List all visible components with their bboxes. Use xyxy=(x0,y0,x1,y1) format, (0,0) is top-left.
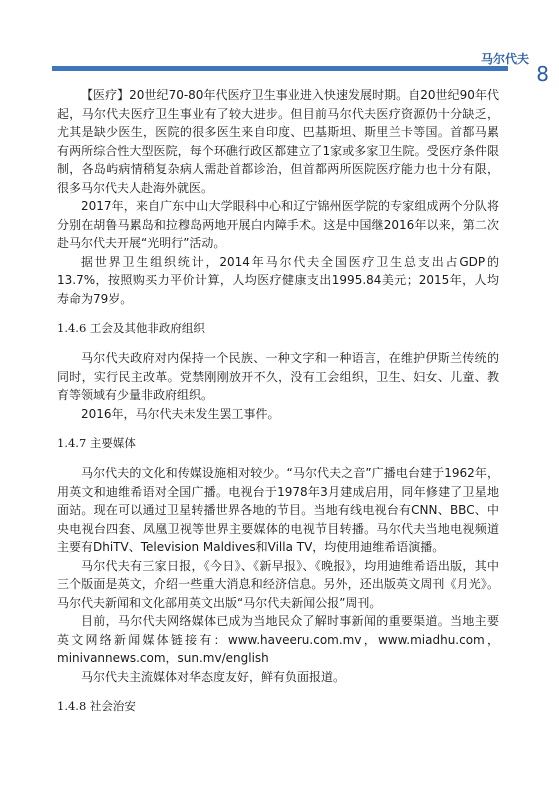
paragraph-broadcast: 马尔代夫的文化和传媒设施相对较少。“马尔代夫之音”广播电台建于1962年，用英文和迪维希语对全国广播。电视台于1978年3月建成启用，同年修建了卫星地面站。现在可以通过卫星转播世界各地的节目。当地有线电视台有CNN、BBC、中央电视台四套、凤凰卫视等世界主要媒体的电视节目转播。马尔代夫当地电视频道主要有DhiTV、Television Maldives和Villa TV，均使用迪维希语演播。 xyxy=(57,466,499,554)
paragraph-online-media: 目前，马尔代夫网络媒体已成为当地民众了解时事新闻的重要渠道。当地主要英文网络新闻媒体链接有：www.haveeru.com.mv，www.miadhu.com，minivannews.com，sun.mv/english xyxy=(57,614,499,665)
paragraph-ngo: 马尔代夫政府对内保持一个民族、一种文字和一种语言，在维护伊斯兰传统的同时，实行民主改革。党禁刚刚放开不久，没有工会组织，卫生、妇女、儿童、教育等领域有少量非政府组织。 xyxy=(57,351,499,402)
paragraph-medical-intro: 【医疗】20世纪70-80年代医疗卫生事业进入快速发展时期。自20世纪90年代起，马尔代夫医疗卫生事业有了较大进步。但目前马尔代夫医疗资源仍十分缺乏，尤其是缺少医生，医院的很多医生来自印度、巴基斯坦、斯里兰卡等国。首都马累有两所综合性大型医院，每个环礁行政区都建立了1家或多家卫生院。受医疗条件限制，各岛屿病情稍复杂病人需赴首都诊治，但首都两所医院医疗能力也十分有限，很多马尔代夫人赴海外就医。 xyxy=(57,88,499,195)
paragraph-media-attitude: 马尔代夫主流媒体对华态度友好，鲜有负面报道。 xyxy=(81,669,346,684)
paragraph-health-stats: 据世界卫生组织统计，2014年马尔代夫全国医疗卫生总支出占GDP的13.7%，按照购买力平价计算，人均医疗健康支出1995.84美元；2015年，人均寿命为79岁。 xyxy=(57,254,499,306)
section-heading-ngo: 1.4.6 工会及其他非政府组织 xyxy=(57,321,205,335)
section-heading-security: 1.4.8 社会治安 xyxy=(57,699,136,713)
section-heading-media: 1.4.7 主要媒体 xyxy=(57,436,136,450)
paragraph-cataract-mission: 2017年，来自广东中山大学眼科中心和辽宁锦州医学院的专家组成两个分队将分别在胡鲁马累岛和拉穆岛两地开展白内障手术。这是中国继2016年以来，第二次赴马尔代夫开展“光明行”活动。 xyxy=(57,199,499,250)
paragraph-newspapers: 马尔代夫有三家日报，《今日》、《新早报》、《晚报》，均用迪维希语出版，其中三个版面是英文，介绍一些重大消息和经济信息。另外，还出版英文周刊《月光》。马尔代夫新闻和文化部用英文出版“马尔代夫新闻公报”周刊。 xyxy=(57,558,499,610)
paragraph-strikes: 2016年，马尔代夫未发生罢工事件。 xyxy=(81,406,280,421)
page-number: 8 xyxy=(536,62,549,86)
running-header-title: 马尔代夫 xyxy=(480,52,529,66)
page-content xyxy=(57,86,499,727)
header-rule xyxy=(52,66,508,71)
